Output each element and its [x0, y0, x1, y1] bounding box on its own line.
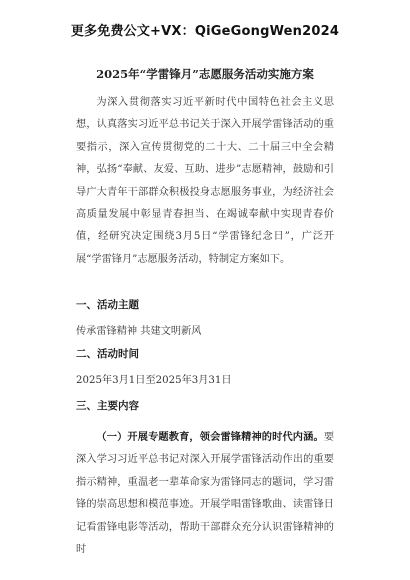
section-heading-content: 三、主要内容 — [76, 400, 139, 412]
section-heading-theme: 一、活动主题 — [76, 299, 139, 311]
content-paragraph — [76, 427, 334, 561]
content-item-body: 要深入学习习近平总书记对深入开展学雷锋活动作出的重要指示精神，重温老一辈革命家为雷锋同志的题词，学习雷锋的崇高思想和模范事迹。开展学唱雷锋歌曲、读雷锋日记看雷锋电影等活动，帮助干部群众充分认识雷锋精神的时 — [76, 432, 334, 556]
content-item-lead: （一）开展专题教育，领会雷锋精神的时代内涵。 — [96, 432, 324, 443]
section-text-theme: 传承雷锋精神 共建文明新风 — [76, 326, 202, 337]
section-heading-time: 二、活动时间 — [76, 348, 139, 360]
intro-paragraph: 为深入贯彻落实习近平新时代中国特色社会主义思想，认真落实习近平总书记关于深入开展学雷锋活动的重要指示，深入宣传贯彻党的二十大、二十届三中全会精神，弘扬“奉献、友爱、互助、进步”志愿精神，鼓励和引导广大青年干部群众积极投身志愿服务事业，为经济社会高质量发展中彰显青春担当、在竭诚奉献中实现青春价值，经研究决定围绕3月5日“学雷锋纪念日”，广泛开展“学雷锋月”志愿服务活动，特制定方案如下。 — [76, 97, 334, 265]
promo-header: 更多免费公文+VX：QiGeGongWen2024 — [70, 24, 340, 39]
document-title: 2025年“学雷锋月”志愿服务活动实施方案 — [96, 67, 314, 81]
section-text-time: 2025年3月1日至2025年3月31日 — [76, 375, 232, 386]
